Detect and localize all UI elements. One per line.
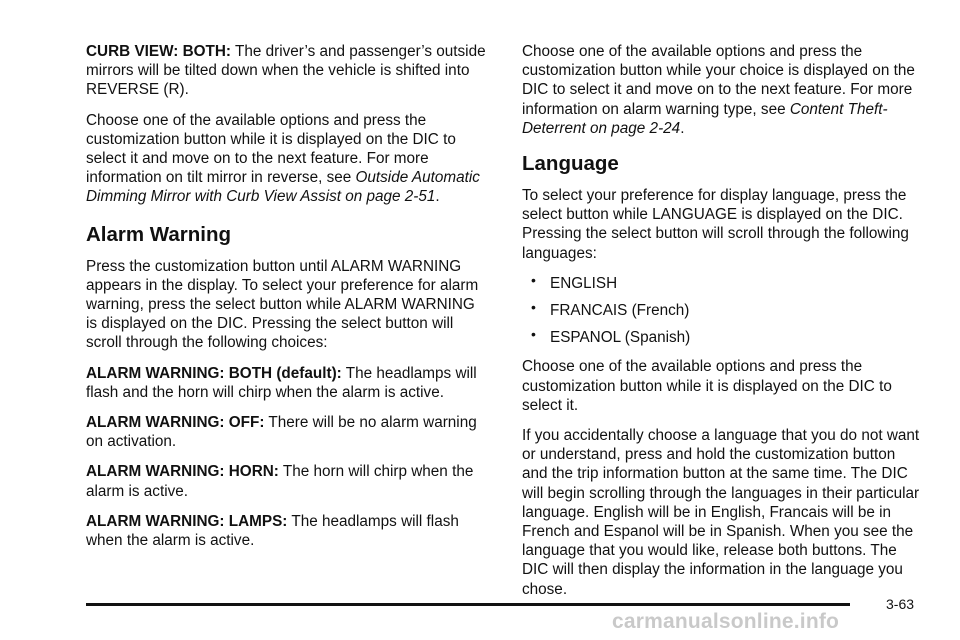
language-name: FRANCAIS (French) (550, 302, 690, 320)
alarm-option-text: There will be no alarm warning on activation. (86, 414, 477, 451)
alarm-warning-heading: Alarm Warning (86, 222, 232, 246)
watermark: carmanualsonline.info (612, 610, 840, 633)
language-name: ENGLISH (550, 274, 618, 292)
alarm-choose-paragraph (522, 42, 922, 138)
alarm-option-text: The horn will chirp when the alarm is active. (86, 463, 474, 500)
language-list-item (522, 271, 922, 293)
curb-view-both-text: The driver’s and passenger’s outside mirrors will be tilted down when the vehicle is shifted into REVERSE (R). (86, 43, 486, 99)
curb-view-period: . (435, 188, 440, 206)
alarm-option-label: ALARM WARNING: HORN: (86, 463, 279, 481)
language-list (522, 271, 922, 348)
content-theft-page-reference[interactable]: Content Theft-Deterrent on page 2-24 (522, 100, 888, 137)
language-list-item (522, 328, 922, 347)
alarm-option-both (86, 364, 490, 402)
curb-view-choose-text: Choose one of the available options and press the customization button while it is displayed on the DIC to select it and move on to the next feature. For more information on tilt mirror in reverse, see (86, 111, 456, 187)
curb-view-both-label: CURB VIEW: BOTH: (86, 43, 232, 60)
alarm-option-text: The headlamps will flash when the alarm is active. (86, 512, 459, 550)
alarm-choose-text: Choose one of the available options and press the customization button while your choice is displayed on the DIC to select it and move on to the next feature. For more information on alarm warning type, see (522, 43, 915, 118)
language-accident-paragraph: If you accidentally choose a language that you do not want or understand, press and hold the customization button and the trip information button at the same time. The DIC will begin scrolling through the languages in their particular language. English will be in English, Francais will be in French and Espanol will be in Spanish. When you see the language that you would like, release both buttons. The DIC will then display the information in the language you chose. (522, 427, 920, 598)
page-number: 3-63 (886, 596, 915, 612)
alarm-option-label: ALARM WARNING: LAMPS: (86, 512, 288, 530)
curb-view-page-reference[interactable]: Outside Automatic Dimming Mirror with Curb View Assist on page 2-51 (86, 169, 480, 206)
alarm-option-label: ALARM WARNING: OFF: (86, 414, 265, 432)
alarm-option-lamps (86, 512, 490, 550)
alarm-option-label: ALARM WARNING: BOTH (default): (86, 364, 342, 382)
language-choose-paragraph: Choose one of the available options and press the customization button while it is displayed on the DIC to select it. (522, 358, 892, 414)
alarm-warning-intro: Press the customization button until ALARM WARNING appears in the display. To select your preference for alarm warning, press the select button while ALARM WARNING is displayed on the DIC. Pressing the select button will scroll through the following choices: (86, 257, 479, 352)
alarm-choose-period: . (680, 119, 685, 137)
language-list-item (522, 301, 922, 320)
left-column (86, 42, 490, 561)
curb-view-choose-paragraph (86, 111, 490, 207)
language-intro: To select your preference for display language, press the select button while LANGUAGE is displayed on the DIC. Pressing the select button will scroll through the following languages: (522, 187, 909, 262)
language-name: ESPANOL (Spanish) (550, 329, 691, 347)
language-heading: Language (522, 152, 619, 176)
bullet-icon: • (531, 271, 536, 288)
bullet-icon: • (531, 299, 536, 316)
curb-view-both-paragraph (86, 42, 490, 100)
alarm-option-off (86, 413, 490, 451)
alarm-option-horn (86, 462, 490, 500)
alarm-option-text: The headlamps will flash and the horn will chirp when the alarm is active. (86, 364, 477, 401)
bullet-icon: • (531, 326, 536, 343)
footer-rule (86, 603, 850, 606)
right-column (522, 42, 922, 610)
